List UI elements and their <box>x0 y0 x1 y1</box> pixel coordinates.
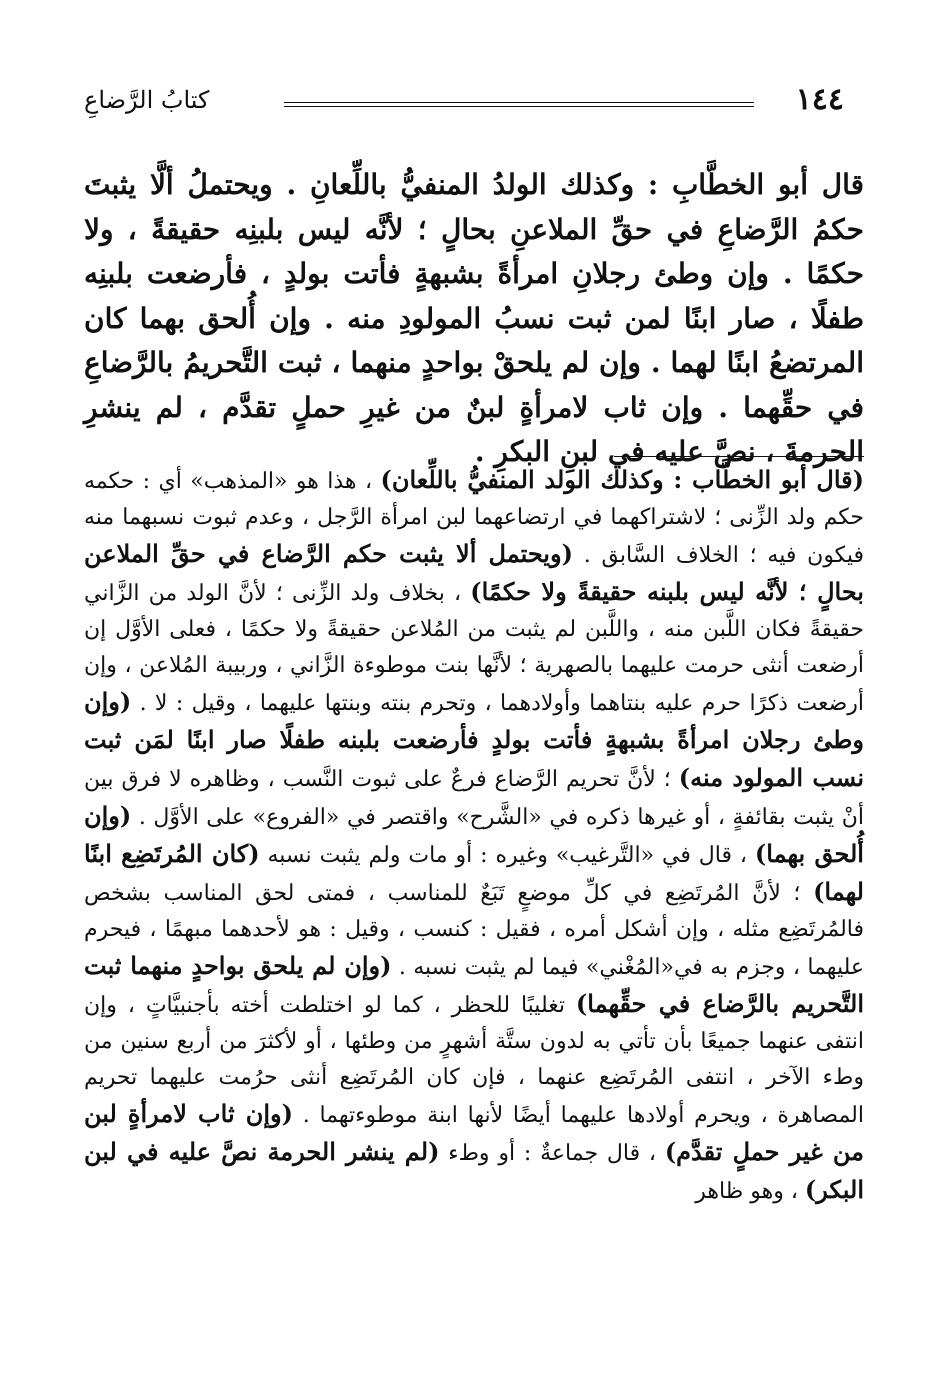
commentary-segment: ، بخلاف ولد الزِّنى ؛ لأنَّ الولد من الزَّاني حقيقةً فكان اللَّبن منه ، واللَّبن لم يثبت من المُلاعن حقيقةً ولا حكمًا ، فعلى الأوَّل إن أرضعت أنثى حرمت عليهما بالصهرية ؛ لأنَّها بنت موطوءة الزَّاني ، وربيبة المُلاعن ، وإن أرضعت ذكرًا حرم عليه بنتاهما وأولادهما ، وتحرم بنته وبنتها عليهما ، وقيل : لا . <box>84 581 864 716</box>
quoted-matn: (ويحتمل ألا يثبت حكم الرَّضاع في حقِّ الملاعن بحالٍ ؛ لأنَّه ليس بلبنه حقيقةً ولا حكمًا) <box>84 539 864 606</box>
commentary-segment: ؛ لأنَّ المُرتَضِع في كلِّ موضعٍ تَبَعٌ للمناسب ، فمتى لحق المناسب بشخص فالمُرتَضِع مثله ، وإن أشكل أمره ، فقيل : كنسب ، وقيل : هو لأحدهما مبهمًا ، فيحرم عليهما ، وجزم به في«المُغْني» فيما لم يثبت نسبه . <box>84 881 864 980</box>
page-header <box>84 80 864 120</box>
quoted-matn: (قال أبو الخطَّاب : وكذلك الولد المنفيُّ باللِّعان) <box>380 465 865 494</box>
commentary-segment: تغليبًا للحظر ، كما لو اختلطت أخته بأجنبيَّاتٍ ، وإن انتفى عنهما جميعًا بأن تأتي به لدون ستَّة أشهرٍ من وطئها ، أو لأكثرَ من أربع سنين من وطء الآخر ، انتفى المُرتَضِع عنهما ، فإن كان المُرتَضِع أنثى حرُمت عليهما تحريم المصاهرة ، ويحرم أولادها عليهما أيضًا لأنها ابنة موطوءتهما . <box>84 993 864 1128</box>
quoted-matn: (كان المُرتَضِع ابنًا لهما) <box>84 839 864 906</box>
page-number: ١٤٤ <box>795 82 844 117</box>
quoted-matn: (وإن لم يلحق بواحدٍ منهما ثبت التَّحريم بالرَّضاع في حقِّهما) <box>84 951 865 1018</box>
commentary-segment: ؛ لأنَّ تحريم الرَّضاع فرعٌ على ثبوت النَّسب ، وظاهره لا فرق بين أنْ يثبت بقائفةٍ ، أو غيرها ذكره في «الشَّرح» واقتصر في «الفروع» على الأوَّل . <box>84 767 864 830</box>
quoted-matn: (وإن أُلحق بهما) <box>84 801 864 868</box>
commentary-segment: ، وهو ظاهر <box>695 1179 805 1204</box>
commentary-text <box>84 462 864 1210</box>
book-title: كتابُ الرَّضاعِ <box>84 86 210 114</box>
quoted-matn: (لم ينشر الحرمة نصَّ عليه في لبن البكر) <box>84 1137 864 1204</box>
commentary-segment: ، قال جماعةٌ : أو وطء <box>439 1141 665 1166</box>
commentary-segment: ، هذا هو «المذهب» أي : حكمه حكم ولد الزِّنى ؛ لاشتراكهما في ارتضاعهما لبن امرأة الرَّجل ، وعدم ثبوت نسبهما منه فيكون فيه ؛ الخلاف السَّابق . <box>84 469 864 568</box>
commentary-segment: ، قال في «التَّرغيب» وغيره : أو مات ولم يثبت نسبه <box>259 843 755 868</box>
footnote-separator <box>614 456 864 457</box>
main-text: قال أبو الخطَّابِ : وكذلك الولدُ المنفيُّ باللِّعانِ . ويحتملُ ألَّا يثبتَ حكمُ الرَّضاعِ في حقِّ الملاعنِ بحالٍ ؛ لأنَّه ليس بلبنِه حقيقةً ، ولا حكمًا . وإن وطئ رجلانِ امرأةً بشبهةٍ فأتت بولدٍ ، فأرضعت بلبنِه طفلًا ، صار ابنًا لمن ثبت نسبُ المولودِ منه . وإن أُلحق بهما كان المرتضعُ ابنًا لهما . وإن لم يلحقْ بواحدٍ منهما ، ثبت التَّحريمُ بالرَّضاعِ في حقِّهما . وإن ثاب لامرأةٍ لبنٌ من غيرِ حملٍ تقدَّم ، لم ينشرِ الحرمةَ ، نصَّ عليه في لبنِ البكرِ . <box>84 168 864 468</box>
quoted-matn: (وإن وطئ رجلان امرأةً بشبهةٍ فأتت بولدٍ فأرضعت بلبنه طفلًا صار ابنًا لمَن ثبت نسب المولود منه) <box>84 687 864 792</box>
header-rule <box>284 102 754 107</box>
quoted-matn: (وإن ثاب لامرأةٍ لبن من غير حملٍ تقدَّم) <box>84 1099 865 1166</box>
